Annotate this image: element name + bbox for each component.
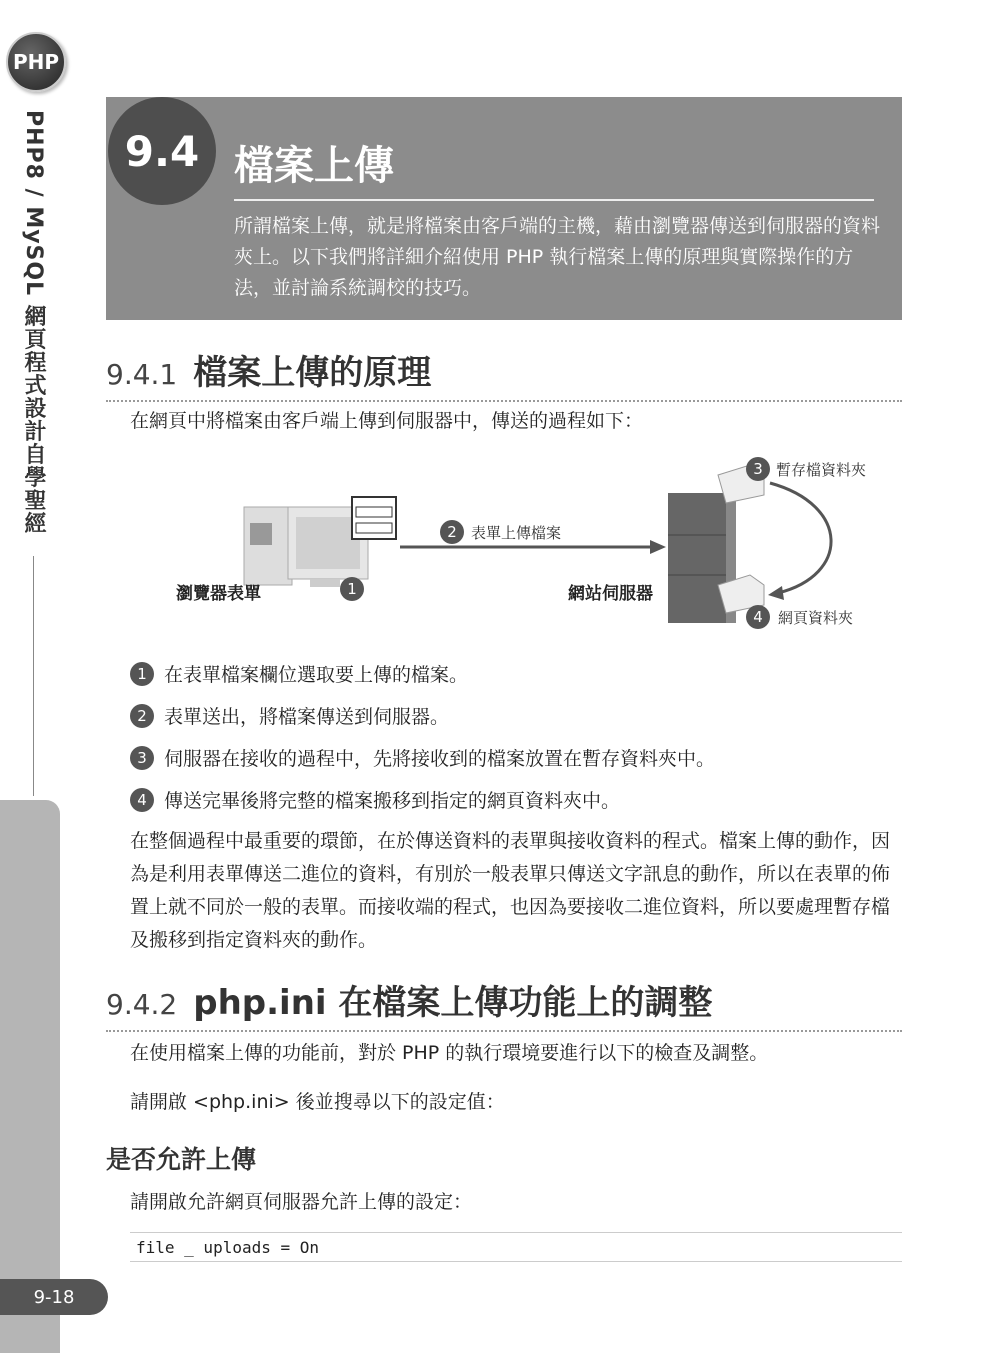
body-paragraph: 請開啟 <php.ini> 後並搜尋以下的設定值： [130,1091,505,1113]
list-item [130,660,468,687]
divider [234,199,874,201]
step-badge: 4 [746,605,770,629]
temp-folder-label: 暫存檔資料夾 [776,461,867,479]
arrow-icon [650,540,666,554]
php-logo: PHP [6,32,66,92]
step-badge: 3 [746,457,770,481]
step-badge: 1 [340,577,364,601]
section-number: 9.4 [108,97,216,205]
subsection-number: 9.4.1 [106,358,178,391]
section-title: 檔案上傳 [234,143,394,189]
web-folder-label: 網頁資料夾 [778,609,854,627]
step-badge: 2 [130,704,154,728]
divider [33,556,34,796]
list-item [130,702,449,729]
browser-label: 瀏覽器表單 [176,584,261,604]
page-number: 9-18 [0,1279,108,1315]
subsection-heading [106,975,902,1032]
section-description: 所謂檔案上傳，就是將檔案由客戶端的主機，藉由瀏覽器傳送到伺服器的資料夾上。以下我們將詳細介紹使用 PHP 執行檔案上傳的原理與實際操作的方法，並討論系統調校的技巧。 [234,215,881,299]
side-tab [0,800,60,1353]
body-paragraph: 在整個過程中最重要的環節，在於傳送資料的表單與接收資料的程式。檔案上傳的動作，因為是利用表單傳送二進位的資料，有別於一般表單只傳送文字訊息的動作，所以在表單的佈置上就不同於一般的表單。而接收端的程式，也因為要接收二進位資料，所以要處理暫存檔及搬移到指定資料夾的動作。 [130,830,891,951]
list-item [130,786,620,813]
step-text: 表單送出，將檔案傳送到伺服器。 [164,706,450,728]
code-block: file _ uploads = On [130,1232,902,1262]
step-badge: 2 [440,520,464,544]
body-paragraph: 在使用檔案上傳的功能前，對於 PHP 的執行環境要進行以下的檢查及調整。 [130,1042,769,1064]
subheading: 是否允許上傳 [106,1145,257,1174]
step-badge: 4 [130,788,154,812]
server-label: 網站伺服器 [568,584,653,604]
book-title: PHP8 / MySQL 網頁程式設計自學聖經 [21,110,46,535]
step-text: 在表單檔案欄位選取要上傳的檔案。 [164,664,469,686]
subsection-title: 檔案上傳的原理 [193,353,432,393]
computer-icon [244,497,396,587]
intro-text: 在網頁中將檔案由客戶端上傳到伺服器中，傳送的過程如下： [130,410,644,432]
body-paragraph: 請開啟允許網頁伺服器允許上傳的設定： [130,1191,473,1213]
subsection-number: 9.4.2 [106,988,178,1021]
list-item [130,744,715,771]
subsection-title: php.ini 在檔案上傳功能上的調整 [193,983,713,1023]
step-text: 傳送完畢後將完整的檔案搬移到指定的網頁資料夾中。 [164,790,621,812]
step-badge: 3 [130,746,154,770]
step-text: 伺服器在接收的過程中，先將接收到的檔案放置在暫存資料夾中。 [164,748,716,770]
step-badge: 1 [130,662,154,686]
subsection-heading [106,345,902,402]
upload-diagram [160,445,900,640]
step2-label: 表單上傳檔案 [471,524,562,542]
